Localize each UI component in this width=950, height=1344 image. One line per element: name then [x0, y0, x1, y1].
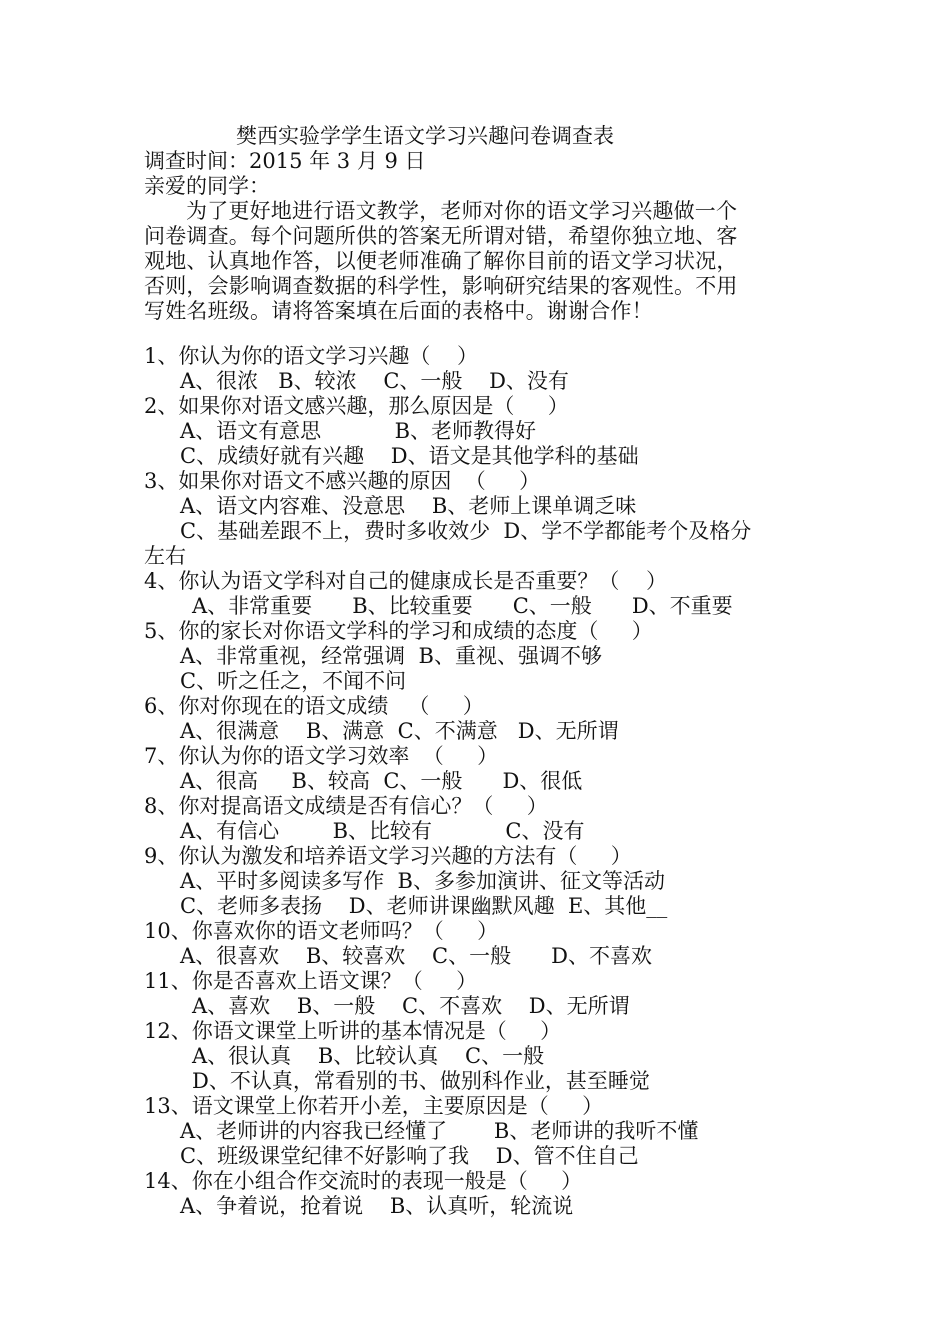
answer-options: C、老师多表扬 D、老师讲课幽默风趣 E、其他__ — [180, 894, 668, 918]
answer-options: A、很认真 B、比较认真 C、一般 — [192, 1044, 545, 1068]
question-text: 5、你的家长对你语文学科的学习和成绩的态度（ ） — [144, 619, 653, 643]
intro-line: 写姓名班级。请将答案填在后面的表格中。谢谢合作！ — [144, 299, 653, 323]
answer-options: A、非常重要 B、比较重要 C、一般 D、不重要 — [192, 594, 733, 618]
answer-options: A、喜欢 B、一般 C、不喜欢 D、无所谓 — [192, 994, 630, 1018]
answer-options: A、非常重视，经常强调 B、重视、强调不够 — [180, 644, 602, 668]
question-text: 8、你对提高语文成绩是否有信心？（ ） — [144, 794, 548, 818]
question-10 — [144, 919, 809, 969]
answer-options: A、平时多阅读多写作 B、多参加演讲、征文等活动 — [180, 869, 665, 893]
answer-options: A、老师讲的内容我已经懂了 B、老师讲的我听不懂 — [180, 1119, 699, 1143]
question-11 — [144, 969, 809, 1019]
question-text: 3、如果你对语文不感兴趣的原因 （ ） — [144, 469, 541, 493]
question-6 — [144, 694, 809, 744]
question-9 — [144, 844, 809, 919]
question-text: 14、你在小组合作交流时的表现一般是（ ） — [144, 1169, 583, 1193]
answer-options: A、很满意 B、满意 C、不满意 D、无所谓 — [180, 719, 619, 743]
answer-options: C、成绩好就有兴趣 D、语文是其他学科的基础 — [180, 444, 639, 468]
answer-options: A、争着说，抢着说 B、认真听，轮流说 — [180, 1194, 574, 1218]
question-1 — [144, 344, 809, 394]
question-text: 10、你喜欢你的语文老师吗？（ ） — [144, 919, 499, 943]
answer-options: A、语文内容难、没意思 B、老师上课单调乏味 — [180, 494, 637, 518]
question-7 — [144, 744, 809, 794]
answer-options: C、班级课堂纪律不好影响了我 D、管不住自己 — [180, 1144, 639, 1168]
question-text: 2、如果你对语文感兴趣，那么原因是（ ） — [144, 394, 569, 418]
question-list — [144, 344, 809, 1219]
question-12 — [144, 1019, 809, 1094]
answer-options: A、语文有意思 B、老师教得好 — [180, 419, 537, 443]
question-text: 1、你认为你的语文学习兴趣（ ） — [144, 344, 479, 368]
question-text: 11、你是否喜欢上语文课？（ ） — [144, 969, 478, 993]
question-text: 6、你对你现在的语文成绩 （ ） — [144, 694, 484, 718]
question-5 — [144, 619, 809, 694]
answer-options: A、有信心 B、比较有 C、没有 — [180, 819, 585, 843]
questionnaire — [144, 124, 809, 1219]
answer-options: C、听之任之，不闻不问 — [180, 669, 407, 693]
question-text: 9、你认为激发和培养语文学习兴趣的方法有（ ） — [144, 844, 632, 868]
question-3 — [144, 469, 809, 569]
question-8 — [144, 794, 809, 844]
question-text: 7、你认为你的语文学习效率 （ ） — [144, 744, 499, 768]
answer-options: A、很高 B、较高 C、一般 D、很低 — [180, 769, 583, 793]
greeting: 亲爱的同学： — [144, 174, 270, 198]
question-2 — [144, 394, 809, 469]
intro-line: 否则，会影响调查数据的科学性，影响研究结果的客观性。不用 — [144, 274, 738, 298]
intro-line: 问卷调查。每个问题所供的答案无所谓对错，希望你独立地、客 — [144, 224, 738, 248]
question-text: 13、语文课堂上你若开小差，主要原因是（ ） — [144, 1094, 604, 1118]
intro-line: 为了更好地进行语文教学，老师对你的语文学习兴趣做一个 — [186, 199, 738, 223]
question-13 — [144, 1094, 809, 1169]
answer-options: D、不认真，常看别的书、做别科作业，甚至睡觉 — [192, 1069, 650, 1093]
answer-options: A、很喜欢 B、较喜欢 C、一般 D、不喜欢 — [180, 944, 652, 968]
question-text: 12、你语文课堂上听讲的基本情况是（ ） — [144, 1019, 562, 1043]
question-text: 4、你认为语文学科对自己的健康成长是否重要？（ ） — [144, 569, 668, 593]
question-4 — [144, 569, 809, 619]
answer-options: C、基础差跟不上，费时多收效少 D、学不学都能考个及格分 — [180, 519, 752, 543]
answer-options: A、很浓 B、较浓 C、一般 D、没有 — [180, 369, 569, 393]
intro-paragraph — [144, 199, 809, 324]
intro-line: 观地、认真地作答，以便老师准确了解你目前的语文学习状况， — [144, 249, 738, 273]
answer-options-wrap: 左右 — [144, 544, 186, 568]
spacer — [144, 324, 809, 344]
survey-date: 调查时间：2015 年 3 月 9 日 — [144, 149, 426, 173]
document-title: 樊西实验学学生语文学习兴趣问卷调查表 — [236, 124, 614, 148]
question-14 — [144, 1169, 809, 1219]
